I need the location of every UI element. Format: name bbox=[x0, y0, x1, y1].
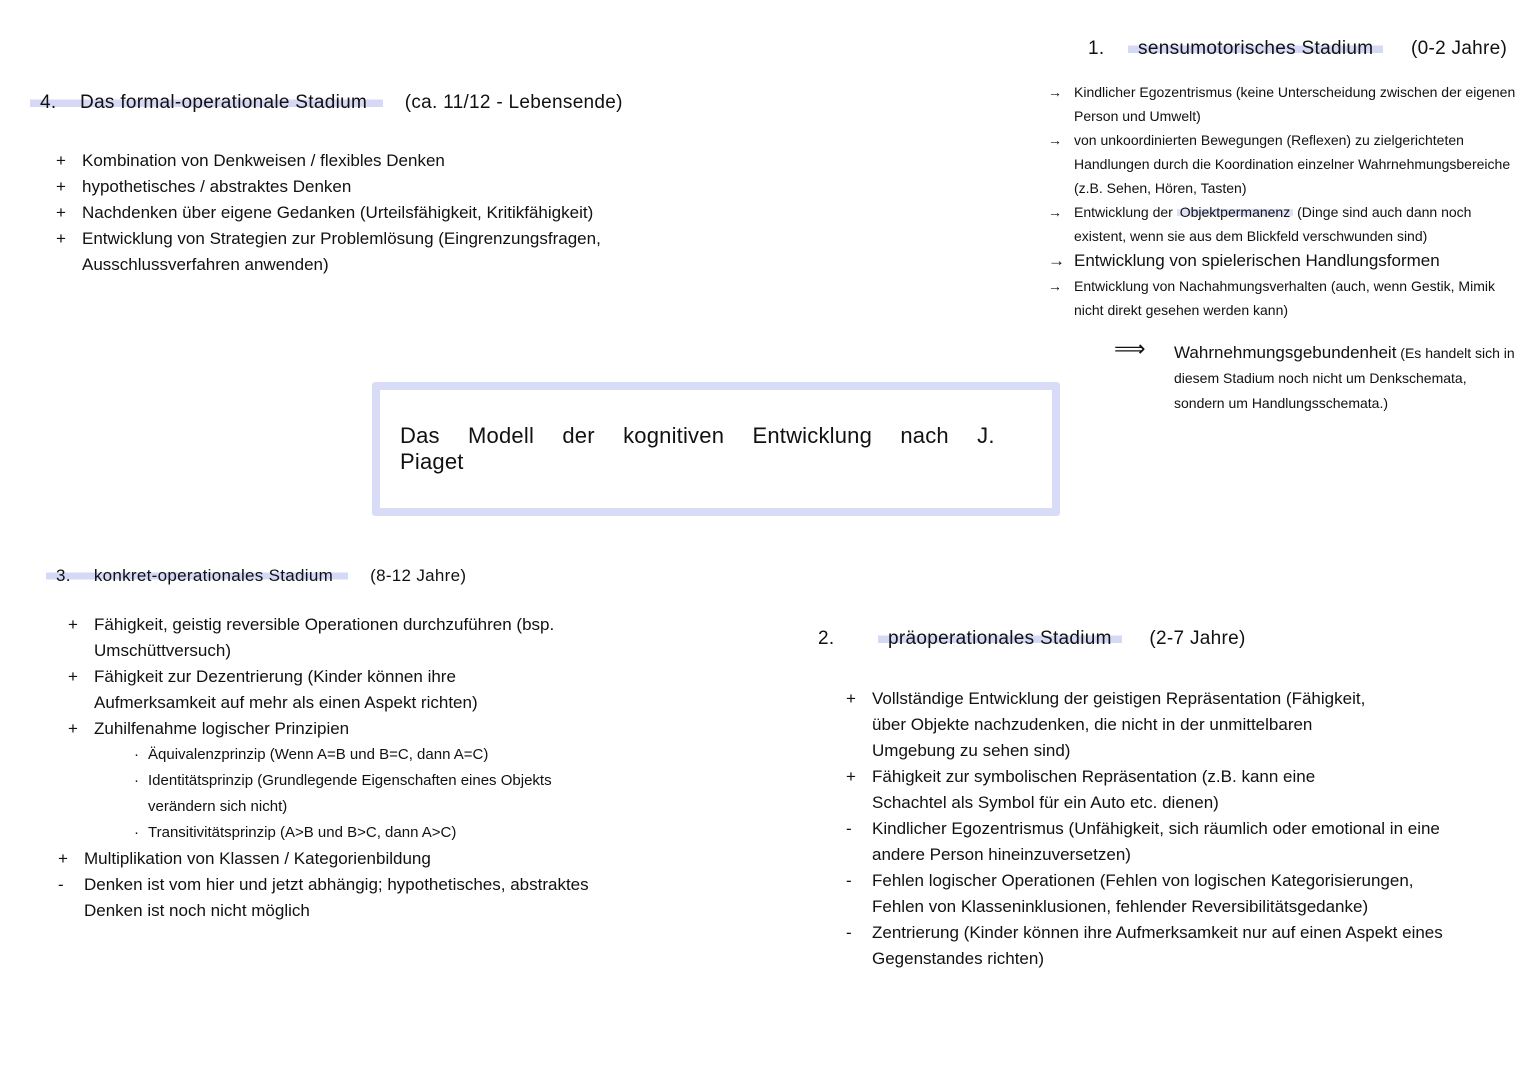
list-item: + Kombination von Denkweisen / flexibles Denken bbox=[56, 148, 696, 174]
plus-marker: + bbox=[56, 151, 66, 170]
stage-2-section bbox=[818, 628, 1478, 972]
stage-1-heading bbox=[1088, 38, 1518, 60]
stage-3-heading bbox=[46, 566, 626, 586]
stage-name: Das formal-operationale Stadium bbox=[80, 92, 368, 113]
list-item: + Multiplikation von Klassen / Kategorienbildung bbox=[58, 846, 598, 872]
stage-4-heading bbox=[30, 92, 710, 114]
list-item: + Vollständige Entwicklung der geistigen Repräsentation (Fähigkeit, über Objekte nachzudenken, die nicht in der unmittelbaren Umgebung zu sehen sind) bbox=[846, 686, 1366, 764]
arrow-right-icon: → bbox=[1048, 251, 1065, 270]
list-item: → Entwicklung von Nachahmungsverhalten (auch, wenn Gestik, Mimik nicht direkt gesehen werden kann) bbox=[1048, 274, 1518, 322]
list-item: + Fähigkeit zur Dezentrierung (Kinder können ihre Aufmerksamkeit auf mehr als einen Aspekt richten) bbox=[68, 664, 568, 716]
stage-number: 1. bbox=[1088, 38, 1105, 59]
conclusion-key-term: Wahrnehmungsgebundenheit bbox=[1174, 343, 1397, 362]
arrow-right-icon: → bbox=[1048, 132, 1062, 148]
plus-marker: + bbox=[68, 667, 78, 686]
plus-marker: + bbox=[68, 719, 78, 738]
stage-age: (8-12 Jahre) bbox=[370, 566, 467, 585]
principle-item: · Identitätsprinzip (Grundlegende Eigenschaften eines Objekts verändern sich nicht) bbox=[134, 768, 594, 820]
list-item: + Entwicklung von Strategien zur Problemlösung (Eingrenzungsfragen, Ausschlussverfahren anwenden) bbox=[56, 226, 696, 278]
list-item: → Entwicklung der Objektpermanenz (Dinge sind auch dann noch existent, wenn sie aus dem Blickfeld verschwunden sind) bbox=[1048, 200, 1518, 248]
plus-marker: + bbox=[846, 767, 856, 786]
stage-number: 2. bbox=[818, 628, 835, 649]
minus-marker: - bbox=[846, 871, 852, 890]
plus-marker: + bbox=[58, 849, 68, 868]
stage-1-conclusion: ⟹ Wahrnehmungsgebundenheit (Es handelt sich in diesem Stadium noch nicht um Denkschemata, sondern um Handlungsschemata.) bbox=[1114, 336, 1515, 411]
stage-age: (2-7 Jahre) bbox=[1149, 628, 1246, 649]
stage-4-section bbox=[30, 92, 710, 278]
list-item: → Entwicklung von spielerischen Handlungsformen bbox=[1048, 248, 1518, 274]
minus-marker: - bbox=[846, 923, 852, 942]
double-arrow-icon: ⟹ bbox=[1114, 336, 1146, 361]
principle-item: · Transitivitätsprinzip (A>B und B>C, dann A>C) bbox=[134, 820, 594, 846]
list-item: - Denken ist vom hier und jetzt abhängig; hypothetisches, abstraktes Denken ist noch nicht möglich bbox=[58, 872, 598, 924]
highlighted-term: Objektpermanenz bbox=[1177, 204, 1294, 220]
stage-1-section bbox=[1048, 38, 1518, 416]
list-item: + hypothetisches / abstraktes Denken bbox=[56, 174, 696, 200]
plus-marker: + bbox=[846, 689, 856, 708]
title-box bbox=[372, 382, 1060, 516]
plus-marker: + bbox=[68, 615, 78, 634]
list-item: - Zentrierung (Kinder können ihre Aufmerksamkeit nur auf einen Aspekt eines Gegenstandes richten) bbox=[846, 920, 1456, 972]
stage-age: (ca. 11/12 - Lebensende) bbox=[404, 92, 623, 113]
list-item: - Kindlicher Egozentrismus (Unfähigkeit, sich räumlich oder emotional in eine andere Person hineinzuversetzen) bbox=[846, 816, 1456, 868]
stage-name: sensumotorisches Stadium bbox=[1138, 38, 1374, 59]
list-item: - Fehlen logischer Operationen (Fehlen von logischen Kategorisierungen, Fehlen von Klasseninklusionen, fehlender Reversibilitätsgedanke) bbox=[846, 868, 1456, 920]
principles-list bbox=[94, 742, 594, 846]
minus-marker: - bbox=[846, 819, 852, 838]
stage-2-heading bbox=[818, 628, 1478, 650]
plus-marker: + bbox=[56, 229, 66, 248]
stage-name: präoperationales Stadium bbox=[888, 628, 1112, 649]
list-item: + Zuhilfenahme logischer Prinzipien · Äquivalenzprinzip (Wenn A=B und B=C, dann A=C) · Identitätsprinzip (Grundlegende Eigenschaften eines Objekts verändern sich nicht) · Transitivitätsprinzip (A>B und B>C, dann A>C) bbox=[68, 716, 568, 846]
list-item: → von unkoordinierten Bewegungen (Reflexen) zu zielgerichteten Handlungen durch die Koordination einzelner Wahrnehmungsbereiche (z.B. Sehen, Hören, Tasten) bbox=[1048, 128, 1518, 200]
bullet-dot: · bbox=[134, 772, 139, 789]
stage-3-section bbox=[46, 566, 626, 924]
page-title: Das Modell der kognitiven Entwicklung nach J. Piaget bbox=[400, 423, 995, 474]
bullet-dot: · bbox=[134, 824, 139, 841]
stage-number: 3. bbox=[56, 566, 71, 585]
stage-name: konkret-operationales Stadium bbox=[93, 566, 334, 585]
list-item: + Nachdenken über eigene Gedanken (Urteilsfähigkeit, Kritikfähigkeit) bbox=[56, 200, 696, 226]
arrow-right-icon: → bbox=[1048, 278, 1062, 294]
arrow-right-icon: → bbox=[1048, 84, 1062, 100]
list-item: + Fähigkeit zur symbolischen Repräsentation (z.B. kann eine Schachtel als Symbol für ein Auto etc. dienen) bbox=[846, 764, 1366, 816]
list-item: → Kindlicher Egozentrismus (keine Unterscheidung zwischen der eigenen Person und Umwelt) bbox=[1048, 80, 1518, 128]
bullet-dot: · bbox=[134, 746, 139, 763]
plus-marker: + bbox=[56, 177, 66, 196]
stage-age: (0-2 Jahre) bbox=[1410, 38, 1508, 59]
stage-number: 4. bbox=[40, 92, 57, 113]
list-item: + Fähigkeit, geistig reversible Operationen durchzuführen (bsp. Umschüttversuch) bbox=[68, 612, 568, 664]
minus-marker: - bbox=[58, 875, 64, 894]
principle-item: · Äquivalenzprinzip (Wenn A=B und B=C, dann A=C) bbox=[134, 742, 594, 768]
plus-marker: + bbox=[56, 203, 66, 222]
arrow-right-icon: → bbox=[1048, 204, 1062, 220]
